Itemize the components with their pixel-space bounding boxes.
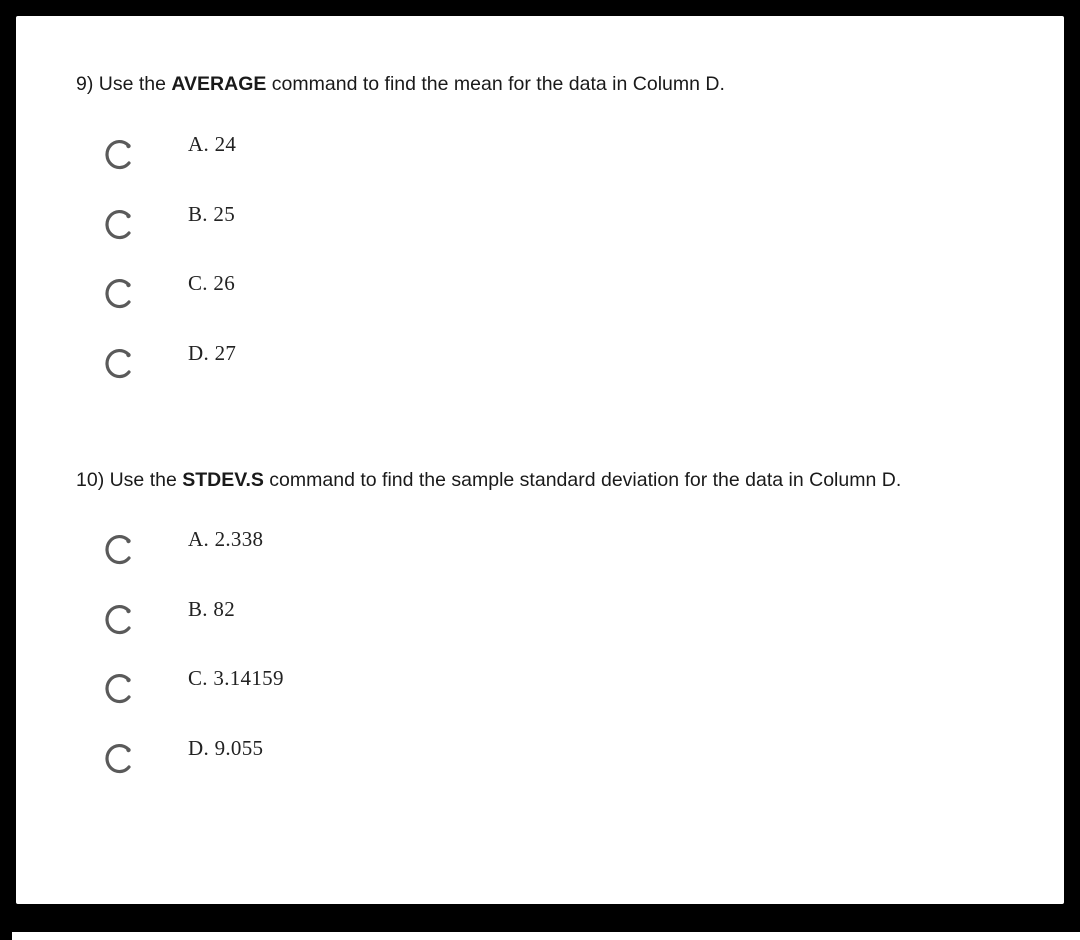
bottom-page-edge [12, 932, 1080, 940]
question-10-option-c[interactable] [98, 666, 498, 710]
question-10-option-d[interactable] [98, 736, 498, 780]
question-10-prefix: 10) Use the [76, 469, 183, 491]
question-9-option-b[interactable] [98, 202, 498, 246]
question-10-option-a-label: A. 2.338 [188, 527, 264, 551]
question-10-option-d-label: D. 9.055 [188, 736, 264, 760]
question-10-text [76, 469, 901, 492]
radio-button-unselected-icon[interactable] [98, 275, 136, 315]
radio-button-unselected-icon[interactable] [98, 345, 136, 385]
radio-button-unselected-icon[interactable] [98, 740, 136, 780]
radio-button-unselected-icon[interactable] [98, 136, 136, 176]
radio-button-unselected-icon[interactable] [98, 601, 136, 641]
question-9-option-d[interactable] [98, 341, 498, 385]
question-9-prefix: 9) Use the [76, 73, 172, 95]
radio-button-unselected-icon[interactable] [98, 206, 136, 246]
question-9-option-c[interactable] [98, 271, 498, 315]
question-9-suffix: command to find the mean for the data in Column D. [266, 73, 725, 95]
question-9-command: AVERAGE [171, 73, 267, 95]
question-10-option-c-label: C. 3.14159 [188, 666, 284, 690]
question-9-option-c-label: C. 26 [188, 271, 236, 295]
question-10-option-b[interactable] [98, 597, 498, 641]
question-9-option-d-label: D. 27 [188, 341, 237, 365]
quiz-page [16, 16, 1064, 904]
question-9-option-b-label: B. 25 [188, 202, 236, 226]
question-10-suffix: command to find the sample standard deviation for the data in Column D. [263, 469, 902, 491]
question-9-option-a[interactable] [98, 132, 498, 176]
question-9-text [76, 73, 725, 96]
question-10-command: STDEV.S [182, 469, 264, 491]
question-10-option-a[interactable] [98, 527, 498, 571]
radio-button-unselected-icon[interactable] [98, 670, 136, 710]
question-10-option-b-label: B. 82 [188, 597, 236, 621]
question-9-option-a-label: A. 24 [188, 132, 237, 156]
radio-button-unselected-icon[interactable] [98, 531, 136, 571]
